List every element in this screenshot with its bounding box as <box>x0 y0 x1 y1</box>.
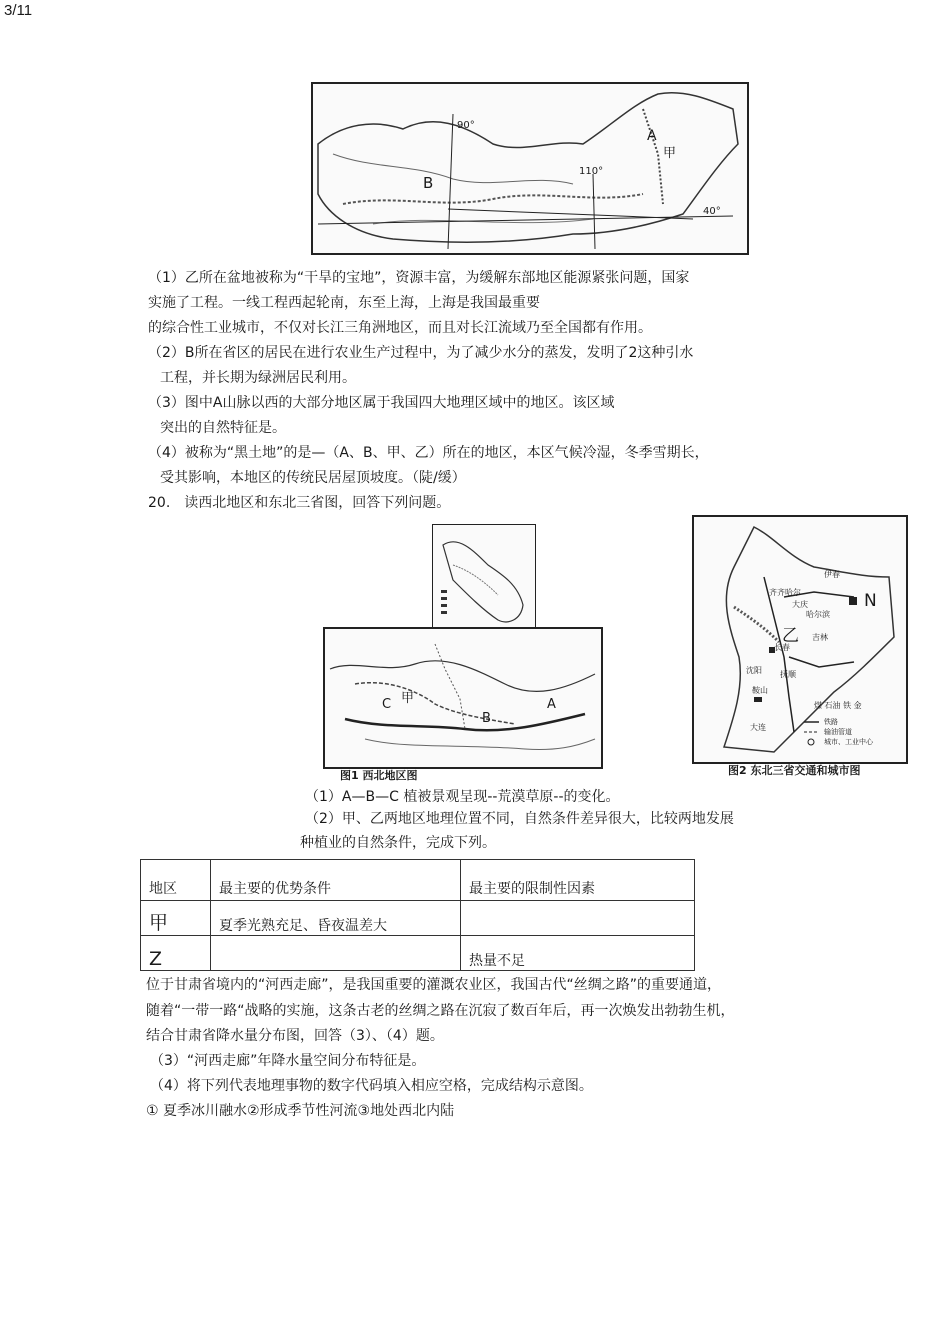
q19-line-5: 工程，并长期为绿洲居民利用。 <box>160 370 356 386</box>
q19-line-3: 的综合性工业城市，不仅对长江三角洲地区，而且对长江流域乃至全国都有作用。 <box>148 320 652 336</box>
q20-para-line-2: 随着“一带一路“战略的实施，这条古老的丝绸之路在沉寂了数百年后，再一次焕发出勃勃生机， <box>146 1003 735 1019</box>
table-header-region: 地区 <box>141 860 211 901</box>
fig2-label-daqing: 大庆 <box>792 600 808 609</box>
fig1-caption: 图1 西北地区图 <box>340 769 418 782</box>
table-header-limitation: 最主要的限制性因素 <box>461 860 695 901</box>
fig2-legend-city: 城市、工业中心 <box>824 738 873 746</box>
fig1-label-a: A <box>547 697 556 712</box>
fig2-label-haerbin: 哈尔滨 <box>806 610 830 619</box>
q20-q1: （1）A—B—C 植被景观呈现--荒漠草原--的变化。 <box>305 789 620 805</box>
fig2-label-dalian: 大连 <box>750 723 766 732</box>
fig2-mineral-legend: 煤 石油 铁 金 <box>814 701 862 710</box>
fig1-label-c: C <box>382 697 392 712</box>
q20-q3: （3）“河西走廊”年降水量空间分布特征是。 <box>150 1053 426 1069</box>
northeast-map-drawing <box>694 517 906 762</box>
q20-q2-line-1: （2）甲、乙两地区地理位置不同，自然条件差异很大，比较两地发展 <box>305 811 734 827</box>
table-header-advantage: 最主要的优势条件 <box>211 860 461 901</box>
table-cell-region: 甲 <box>141 901 211 936</box>
q19-line-8: （4）被称为“黑土地”的是—（A、B、甲、乙）所在的地区，本区气候冷湿，冬季雪期长， <box>148 445 709 461</box>
map1-lon110-label: 110° <box>579 166 604 177</box>
fig2-label-changchun: 长春 <box>774 643 790 652</box>
q19-line-9: 受其影响，本地区的传统民居屋顶坡度。（陡/缓） <box>160 470 466 486</box>
map1-label-a: A <box>647 128 657 144</box>
table-cell-advantage: 夏季光熟充足、昏夜温差大 <box>211 901 461 936</box>
fig2-legend-railway: 铁路 <box>824 718 838 726</box>
northwest-map-drawing <box>325 629 601 767</box>
table-cell-advantage <box>211 936 461 971</box>
fig1-label-jia: 甲 <box>401 691 415 706</box>
china-north-map <box>311 82 749 255</box>
q19-line-4: （2）B所在省区的居民在进行农业生产过程中，为了减少水分的蒸发，发明了2这种引水 <box>148 345 694 361</box>
fig2-caption: 图2 东北三省交通和城市图 <box>728 764 861 777</box>
table-cell-limitation <box>461 901 695 936</box>
table-cell-region: Z <box>141 936 211 971</box>
map1-lon90-label: 90° <box>457 120 475 131</box>
q20-para-line-3: 结合甘肃省降水量分布图，回答（3）、（4）题。 <box>146 1028 444 1044</box>
fig2-label-fushun: 抚顺 <box>780 670 796 679</box>
table-row <box>141 901 695 936</box>
q19-line-7: 突出的自然特征是。 <box>160 420 286 436</box>
fig2-label-yichun: 伊春 <box>824 570 840 579</box>
northwest-map <box>323 627 603 769</box>
q20-options: ① 夏季冰川融水②形成季节性河流③地处西北内陆 <box>146 1103 455 1119</box>
fig2-legend-pipeline: 输油管道 <box>824 728 852 736</box>
q20-title: 20. 读西北地区和东北三省图，回答下列问题。 <box>148 495 451 511</box>
comparison-table <box>140 859 695 971</box>
fig1-label-b: B <box>482 711 491 726</box>
q19-line-1: （1）乙所在盆地被称为“干旱的宝地”，资源丰富，为缓解东部地区能源紧张问题，国家 <box>148 270 690 286</box>
table-header-row <box>141 860 695 901</box>
map1-lat40-label: 40° <box>703 206 721 217</box>
fig2-label-jilin: 吉林 <box>812 633 828 642</box>
fig2-label-yi: 乙 <box>782 626 799 646</box>
map1-label-jia: 甲 <box>663 146 677 161</box>
q20-q4: （4）将下列代表地理事物的数字代码填入相应空格，完成结构示意图。 <box>150 1078 593 1094</box>
table-cell-limitation: 热量不足 <box>461 936 695 971</box>
fig2-label-n: N <box>864 591 877 611</box>
q20-q2-line-2: 种植业的自然条件，完成下列。 <box>300 835 496 851</box>
q20-para-line-1: 位于甘肃省境内的“河西走廊”，是我国重要的灌溉农业区，我国古代“丝绸之路”的重要通道， <box>146 977 722 993</box>
q19-line-6: （3）图中A山脉以西的大部分地区属于我国四大地理区域中的地区。该区域 <box>148 395 615 411</box>
fig2-label-qiqihaer: 齐齐哈尔 <box>769 588 801 597</box>
map1-label-b: B <box>423 174 434 192</box>
table-row <box>141 936 695 971</box>
china-north-map-drawing <box>313 84 747 253</box>
page-number: 3/11 <box>4 2 33 19</box>
northeast-map <box>692 515 908 764</box>
fig2-label-anshan: 鞍山 <box>752 686 768 695</box>
fig2-label-shenyang: 沈阳 <box>746 666 762 675</box>
q19-line-2: 实施了工程。一线工程西起轮南，东至上海，上海是我国最重要 <box>148 295 540 311</box>
